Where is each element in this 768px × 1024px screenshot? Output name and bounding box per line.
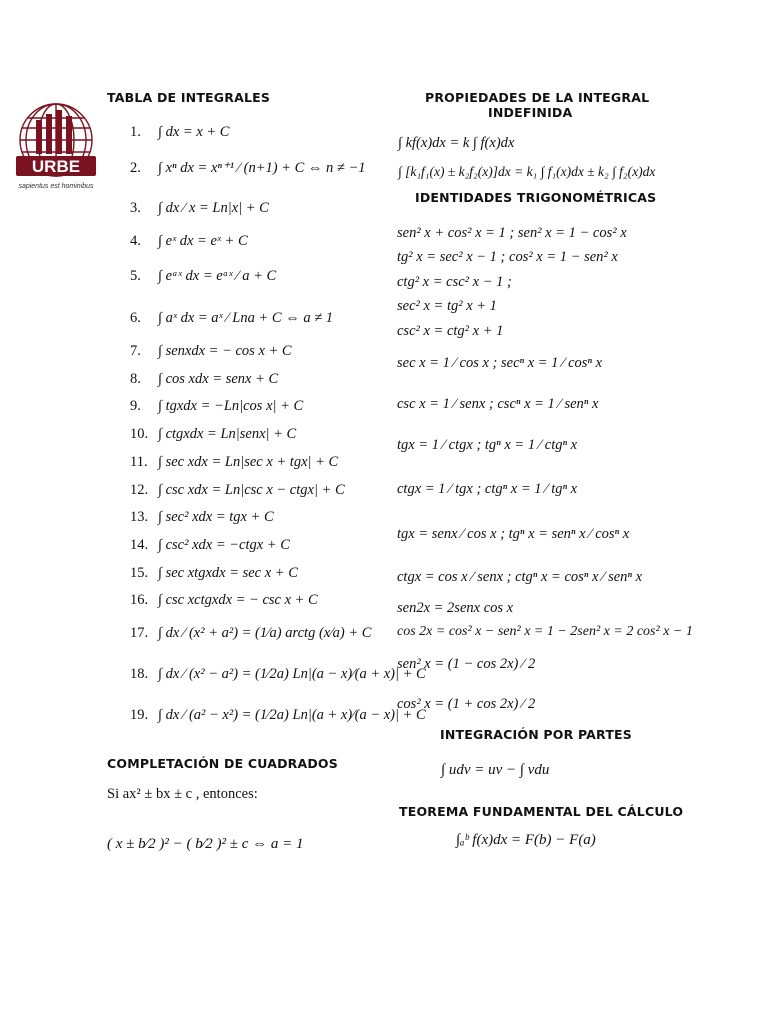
integral-item: 19. ∫ dx ⁄ (a² − x²) = (1⁄2a) Ln|(a + x)⁄(a − x)| + C bbox=[130, 706, 426, 723]
ftc-formula: ∫ₐᵇ f(x)dx = F(b) − F(a) bbox=[456, 832, 596, 848]
integral-formula: ∫ tgxdx = −Ln|cos x| + C bbox=[158, 397, 304, 414]
integral-formula: ∫ dx = x + C bbox=[158, 123, 230, 140]
trig-identity: sen² x + cos² x = 1 ; sen² x = 1 − cos² x bbox=[397, 225, 627, 241]
trig-identity: tgx = senx ⁄ cos x ; tgⁿ x = senⁿ x ⁄ cosⁿ x bbox=[397, 526, 630, 542]
trig-title: IDENTIDADES TRIGONOMÉTRICAS bbox=[415, 190, 657, 205]
integral-formula: ∫ senxdx = − cos x + C bbox=[158, 342, 292, 359]
integral-item: 18. ∫ dx ⁄ (x² − a²) = (1⁄2a) Ln|(a − x)⁄(a + x)| + C bbox=[130, 665, 426, 682]
trig-identity: sec x = 1 ⁄ cos x ; secⁿ x = 1 ⁄ cosⁿ x bbox=[397, 355, 603, 371]
integral-item: 13. ∫ sec² xdx = tgx + C bbox=[130, 508, 274, 525]
integral-item: 14. ∫ csc² xdx = −ctgx + C bbox=[130, 536, 290, 553]
integral-item: 3. ∫ dx ⁄ x = Ln|x| + C bbox=[130, 199, 269, 216]
integral-formula: ∫ csc xdx = Ln|csc x − ctgx| + C bbox=[158, 481, 345, 498]
integral-item: 6. ∫ aˣ dx = aˣ ⁄ Lna + C ⇔ a ≠ 1 bbox=[130, 309, 334, 326]
parts-title: INTEGRACIÓN POR PARTES bbox=[440, 727, 632, 742]
trig-identity: sen2x = 2senx cos x bbox=[397, 600, 514, 616]
integral-formula: ∫ csc² xdx = −ctgx + C bbox=[158, 536, 290, 553]
ftc-title: TEOREMA FUNDAMENTAL DEL CÁLCULO bbox=[399, 804, 684, 819]
trig-identity: sen² x = (1 − cos 2x) ⁄ 2 bbox=[397, 656, 536, 672]
integral-item: 16. ∫ csc xctgxdx = − csc x + C bbox=[130, 591, 318, 608]
table-title: TABLA DE INTEGRALES bbox=[107, 90, 271, 105]
property-formula: ∫ [k₁f₁(x) ± k₂f₂(x)]dx = k₁ ∫ f₁(x)dx ± k₂ ∫ f₂(x)dx bbox=[398, 164, 656, 179]
trig-identity: ctgx = 1 ⁄ tgx ; ctgⁿ x = 1 ⁄ tgⁿ x bbox=[397, 481, 578, 497]
integral-item: 12. ∫ csc xdx = Ln|csc x − ctgx| + C bbox=[130, 481, 345, 498]
trig-identity: cos 2x = cos² x − sen² x = 1 − 2sen² x = 2 cos² x − 1 bbox=[397, 624, 693, 639]
integral-item: 4. ∫ eˣ dx = eˣ + C bbox=[130, 232, 248, 249]
integral-item: 1. ∫ dx = x + C bbox=[130, 123, 230, 140]
integral-formula: ∫ xⁿ dx = xⁿ⁺¹ ⁄ (n+1) + C ⇔ n ≠ −1 bbox=[158, 159, 366, 176]
completion-title: COMPLETACIÓN DE CUADRADOS bbox=[107, 756, 338, 771]
integral-formula: ∫ aˣ dx = aˣ ⁄ Lna + C ⇔ a ≠ 1 bbox=[158, 309, 334, 326]
integral-formula: ∫ sec² xdx = tgx + C bbox=[158, 508, 274, 525]
trig-identity: ctg² x = csc² x − 1 ; bbox=[397, 274, 512, 290]
trig-identity: tg² x = sec² x − 1 ; cos² x = 1 − sen² x bbox=[397, 249, 618, 265]
integral-formula: ∫ dx ⁄ x = Ln|x| + C bbox=[158, 199, 269, 216]
logo-word: URBE bbox=[31, 157, 81, 176]
integral-formula: ∫ eᵃˣ dx = eᵃˣ ⁄ a + C bbox=[158, 267, 277, 284]
integral-item: 10. ∫ ctgxdx = Ln|senx| + C bbox=[130, 425, 297, 442]
integral-item: 2. ∫ xⁿ dx = xⁿ⁺¹ ⁄ (n+1) + C ⇔ n ≠ −1 bbox=[130, 159, 366, 176]
integral-formula: ∫ dx ⁄ (x² + a²) = (1⁄a) arctg (x⁄a) + C bbox=[158, 624, 372, 641]
trig-identity: ctgx = cos x ⁄ senx ; ctgⁿ x = cosⁿ x ⁄ senⁿ x bbox=[397, 569, 643, 585]
integral-formula: ∫ ctgxdx = Ln|senx| + C bbox=[158, 425, 297, 442]
parts-formula: ∫ udv = uv − ∫ vdu bbox=[441, 762, 550, 778]
trig-identity: tgx = 1 ⁄ ctgx ; tgⁿ x = 1 ⁄ ctgⁿ x bbox=[397, 437, 578, 453]
integral-formula: ∫ cos xdx = senx + C bbox=[158, 370, 279, 387]
integral-item: 17. ∫ dx ⁄ (x² + a²) = (1⁄a) arctg (x⁄a) + C bbox=[130, 624, 372, 641]
urbe-logo bbox=[14, 98, 98, 194]
properties-title: PROPIEDADES DE LA INTEGRAL bbox=[425, 90, 650, 105]
integral-item: 15. ∫ sec xtgxdx = sec x + C bbox=[130, 564, 298, 581]
trig-identity: sec² x = tg² x + 1 bbox=[397, 298, 497, 314]
integral-item: 5. ∫ eᵃˣ dx = eᵃˣ ⁄ a + C bbox=[130, 267, 277, 284]
integral-formula: ∫ csc xctgxdx = − csc x + C bbox=[158, 591, 318, 608]
integral-formula: ∫ sec xtgxdx = sec x + C bbox=[158, 564, 298, 581]
integral-item: 8. ∫ cos xdx = senx + C bbox=[130, 370, 279, 387]
completion-line: Si ax² ± bx ± c , entonces: bbox=[107, 786, 258, 802]
integral-formula: ∫ dx ⁄ (a² − x²) = (1⁄2a) Ln|(a + x)⁄(a − x)| + C bbox=[158, 706, 426, 723]
globe-logo-icon bbox=[14, 98, 98, 194]
properties-title-2: INDEFINIDA bbox=[488, 105, 573, 120]
trig-identity: csc x = 1 ⁄ senx ; cscⁿ x = 1 ⁄ senⁿ x bbox=[397, 396, 599, 412]
trig-identity: cos² x = (1 + cos 2x) ⁄ 2 bbox=[397, 696, 536, 712]
integral-formula: ∫ eˣ dx = eˣ + C bbox=[158, 232, 248, 249]
integral-formula: ∫ dx ⁄ (x² − a²) = (1⁄2a) Ln|(a − x)⁄(a + x)| + C bbox=[158, 665, 426, 682]
integral-item: 7. ∫ senxdx = − cos x + C bbox=[130, 342, 292, 359]
integral-formula: ∫ sec xdx = Ln|sec x + tgx| + C bbox=[158, 453, 339, 470]
integral-item: 9. ∫ tgxdx = −Ln|cos x| + C bbox=[130, 397, 304, 414]
integral-item: 11. ∫ sec xdx = Ln|sec x + tgx| + C bbox=[130, 453, 339, 470]
property-formula: ∫ kf(x)dx = k ∫ f(x)dx bbox=[398, 135, 515, 151]
trig-identity: csc² x = ctg² x + 1 bbox=[397, 323, 504, 339]
logo-motto: sapientus est hominibus bbox=[18, 183, 94, 190]
completion-formula: ( x ± b⁄2 )² − ( b⁄2 )² ± c ⇔ a = 1 bbox=[107, 836, 304, 852]
